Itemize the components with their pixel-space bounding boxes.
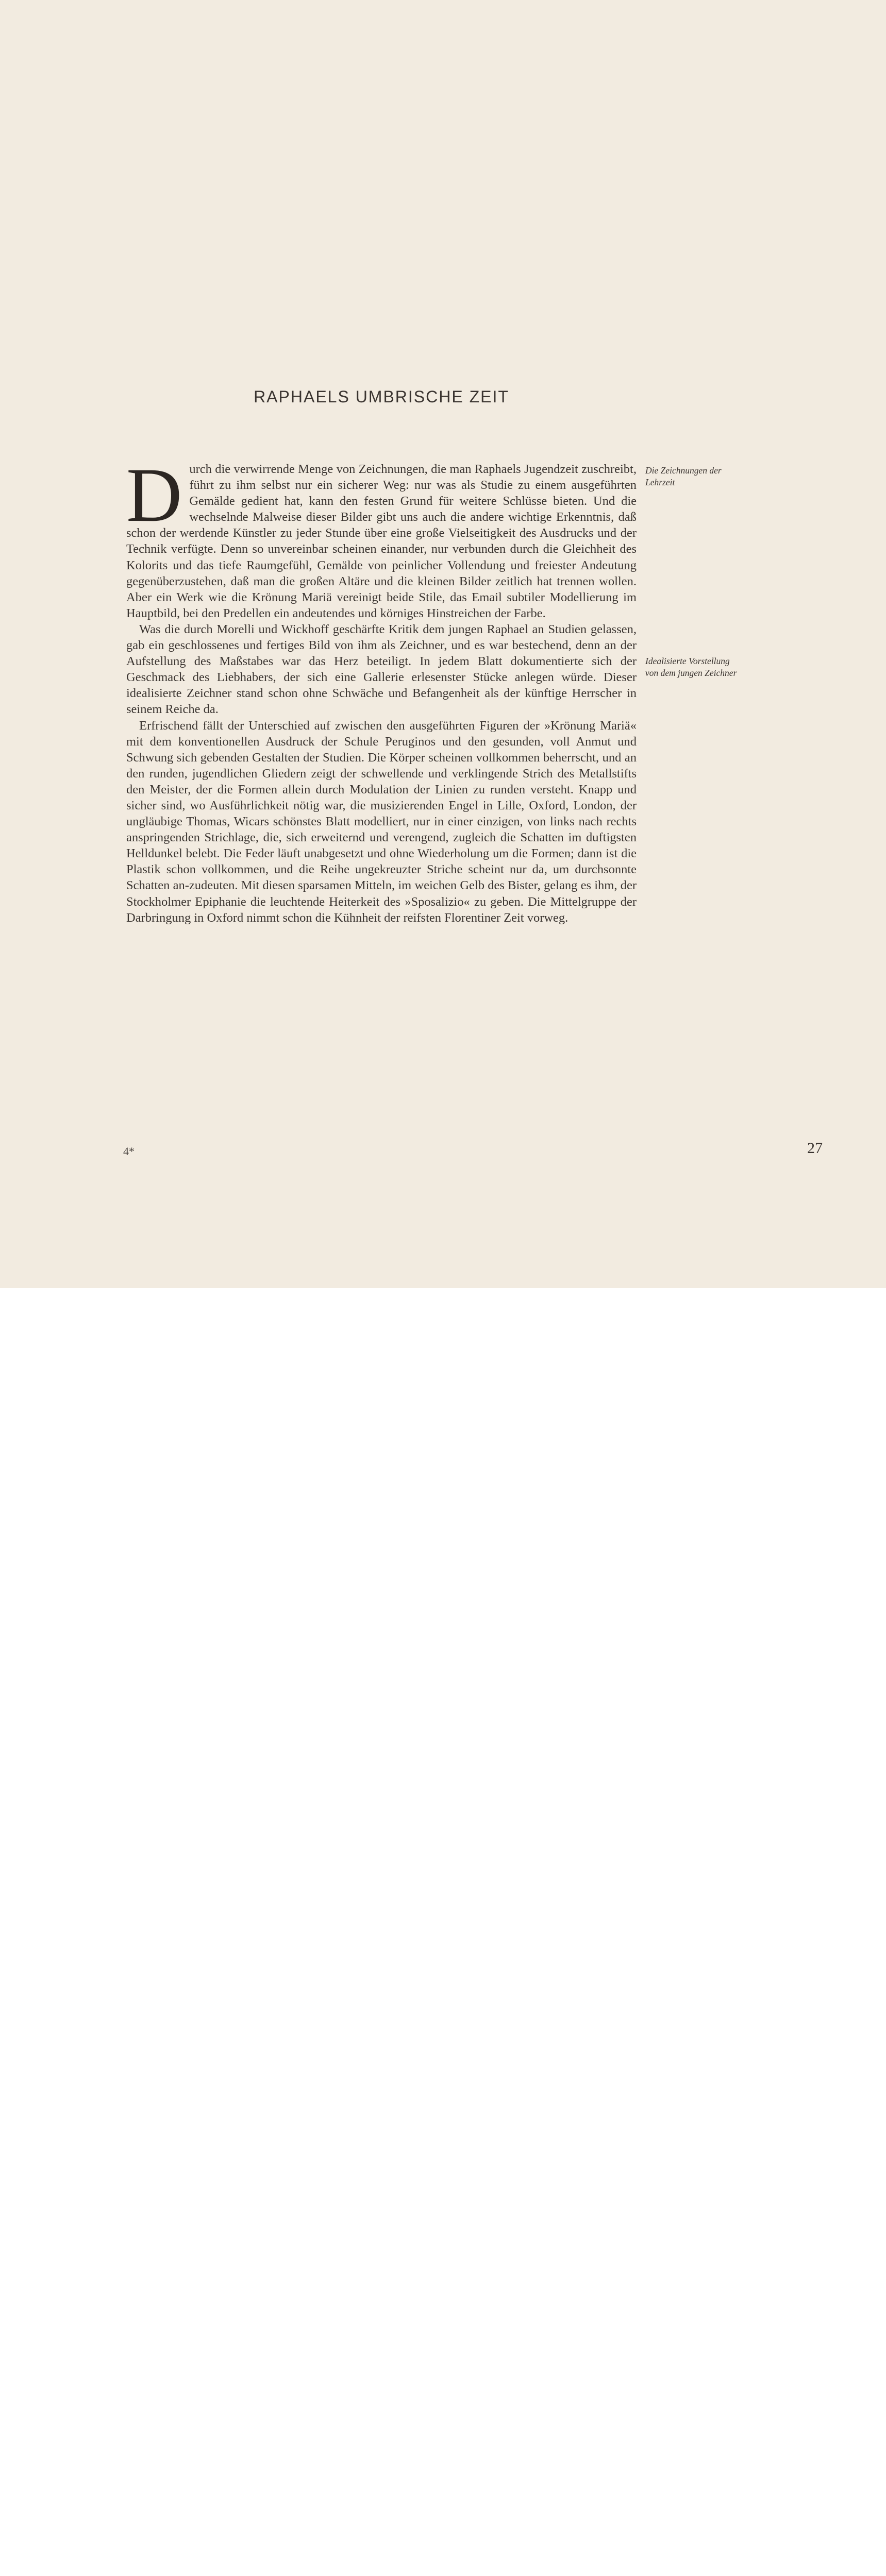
margin-note-idealisierte	[645, 655, 764, 679]
signature-mark: 4*	[123, 1145, 135, 1158]
margin-note-line: von dem jungen Zeichner	[645, 668, 737, 678]
drop-cap: D	[126, 452, 182, 538]
margin-note-line: Lehrzeit	[645, 477, 675, 487]
margin-note-line: Idealisierte Vorstellung	[645, 656, 730, 666]
page-number: 27	[807, 1140, 823, 1157]
paragraph-2: Was die durch Morelli und Wickhoff geschärfte Kritik dem jungen Raphael an Studien gelassen, gab ein geschlossenes und fertiges Bild von ihm als Zeichner, und es war bestechend, denn an der Aufstellung des Maßstabes war das Herz beteiligt. In jedem Blatt dokumentierte sich der Geschmack des Liebhabers, der sich eine Gallerie erlesenster Stücke anlegen würde. Dieser idealisierte Zeichner stand schon ohne Schwäche und Befangenheit als der künftige Herrscher in seinem Reiche da.	[126, 622, 637, 717]
digitization-footer	[0, 1288, 886, 1354]
margin-note-line: Die Zeichnungen der	[645, 465, 722, 476]
chapter-title: RAPHAELS UMBRISCHE ZEIT	[254, 387, 509, 406]
paragraph-3: Erfrischend fällt der Unterschied auf zwischen den ausgeführten Figuren der »Krönung Mariä« mit dem konventionellen Ausdruck der Schule Peruginos und den gesunden, voll Anmut und Schwung sich gebenden Gestalten der Studien. Die Körper scheinen vollkommen beherrscht, und an den runden, jugendlichen Gliedern zeigt der schwellende und verklingende Strich des Metallstifts den Meister, der die Formen allein durch Modulation der Linien zu runden versteht. Knapp und sicher sind, wo Ausführlichkeit nötig war, die musizierenden Engel in Lille, Oxford, London, der ungläubige Thomas, Wicars schönstes Blatt modelliert, nur in einer einzigen, von links nach rechts anspringenden Strichlage, die, sich erweiternd und verengend, zugleich die Schatten im duftigsten Helldunkel belebt. Die Feder läuft unabgesetzt und ohne Wiederholung um die Formen; dann ist die Plastik schon vollkommen, und die Reihe ungekreuzter Striche scheint nur da, um durchsonnte Schatten an-zudeuten. Mit diesen sparsamen Mitteln, im weichen Gelb des Bister, gelang es ihm, der Stockholmer Epiphanie die leuchtende Heiterkeit des »Sposalizio« zu geben. Die Mittelgruppe der Darbringung in Oxford nimmt schon die Kühnheit der reifsten Florentiner Zeit vorweg.	[126, 718, 637, 925]
margin-note-lehrzeit	[645, 465, 764, 488]
body-text	[126, 452, 637, 926]
paragraph-1	[126, 452, 637, 621]
paragraph-1-text: urch die verwirrende Menge von Zeichnungen, die man Raphaels Jugendzeit zuschreibt, führt zu ihm selbst nur ein sicherer Weg: nur was als Studie zu einem ausgeführten Gemälde gedient hat, kann den festen Grund für weitere Schlüsse bieten. Und die wechselnde Malweise dieser Bilder gibt uns auch die andere wichtige Erkenntnis, daß schon der werdende Künstler zu jeder Stunde über eine große Vielseitigkeit des Ausdrucks und der Technik verfügte. Denn so unvereinbar scheinen einander, nur verbunden durch die Gleichheit des Kolorits und das tiefe Raumgefühl, Gemälde von peinlicher Vollendung und freiester Andeutung gegenüberzustehen, daß man die großen Altäre und die kleinen Bilder zeitlich hat trennen wollen. Aber ein Werk wie die Krönung Mariä vereinigt beide Stile, das Email subtiler Modellierung im Hauptbild, bei den Predellen ein andeutendes und körniges Hinstreichen der Farbe.	[126, 462, 637, 620]
